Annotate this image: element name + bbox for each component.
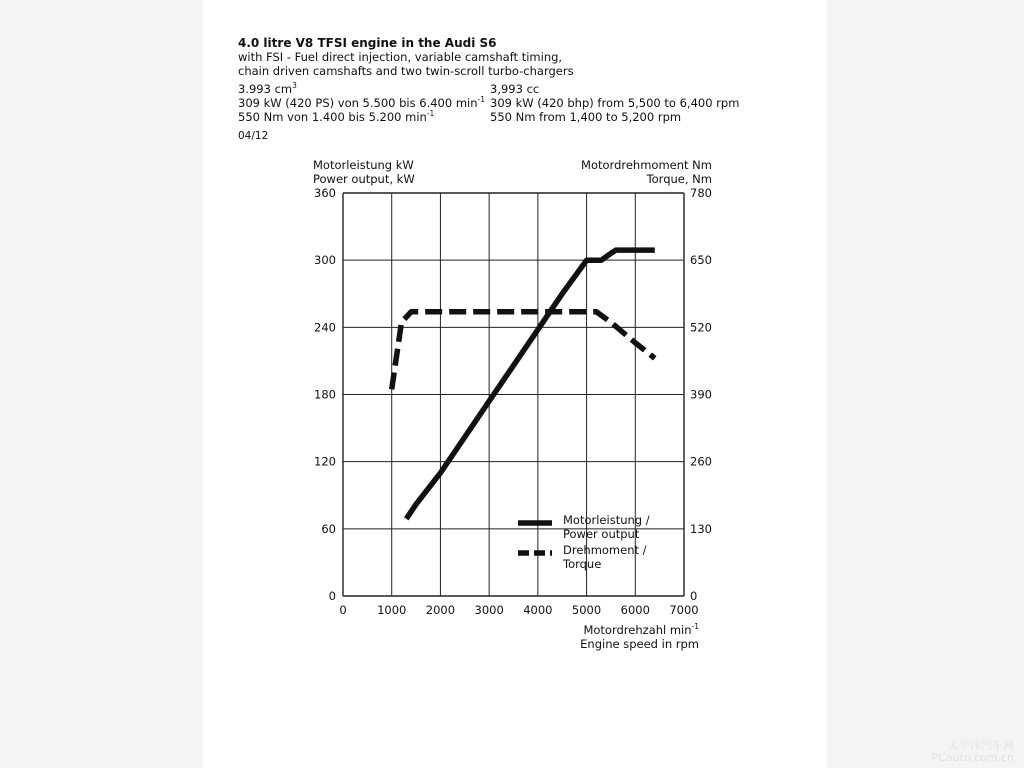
x-tick-label: 6000 [620, 603, 650, 617]
y-tick-label-right: 780 [690, 186, 712, 200]
spec-en-power: 309 kW (420 bhp) from 5,500 to 6,400 rpm [490, 96, 740, 110]
x-tick-label: 5000 [571, 603, 602, 617]
x-tick-label: 2000 [425, 603, 456, 617]
power-curve [406, 250, 655, 519]
y-tick-label-left: 240 [314, 320, 336, 335]
spec-de-power: 309 kW (420 PS) von 5.500 bis 6.400 $\min^{-1}$ [238, 95, 486, 110]
y-tick-label-left: 300 [314, 253, 336, 268]
subtitle-line-2: chain driven camshafts and two twin-scroll turbo-chargers [238, 64, 574, 78]
watermark-line-1: 太平洋汽车网 [948, 739, 1014, 752]
y-tick-label-right: 130 [690, 521, 712, 536]
left-axis-label-de: Motorleistung kW [313, 158, 414, 172]
x-tick-label: 3000 [474, 603, 504, 617]
right-axis-label-en: Torque, Nm [646, 172, 712, 186]
legend-label-power: Motorleistung / [563, 513, 650, 527]
y-tick-label-left: 180 [314, 387, 336, 402]
y-tick-label-left: 0 [328, 589, 336, 603]
x-tick-label: 0 [339, 603, 347, 617]
x-axis-label-en: Engine speed in rpm [580, 637, 699, 651]
spec-de-displacement: 3.993 $cm^3$ [238, 81, 297, 96]
y-tick-label-left: 60 [321, 521, 336, 536]
legend-label-torque: Drehmoment / [563, 543, 647, 557]
left-axis-label-en: Power output, kW [313, 172, 415, 186]
right-axis-label-de: Motordrehmoment Nm [581, 158, 712, 172]
y-tick-label-right: 520 [690, 320, 712, 335]
watermark [932, 740, 1014, 764]
y-tick-label-left: 120 [314, 454, 336, 469]
y-tick-label-right: 390 [690, 387, 712, 402]
date-code: 04/12 [238, 130, 269, 142]
y-tick-label-right: 260 [690, 454, 712, 469]
y-tick-label-right: 650 [690, 253, 712, 268]
legend-label-power-en: Power output [563, 527, 640, 541]
x-tick-label: 1000 [377, 603, 407, 617]
spec-en-displacement: 3,993 cc [490, 82, 540, 96]
spec-en-torque: 550 Nm from 1,400 to 5,200 rpm [490, 110, 682, 124]
chart-title: 4.0 litre V8 TFSI engine in the Audi S6 [238, 36, 497, 50]
y-tick-label-right: 0 [690, 589, 698, 603]
y-tick-label-left: 360 [314, 186, 336, 200]
legend-label-torque-en: Torque [563, 557, 602, 571]
spec-de-torque: 550 Nm von 1.400 bis 5.200 $\min^{-1}$ [238, 109, 435, 124]
subtitle-line-1: with FSI - Fuel direct injection, variable camshaft timing, [238, 50, 563, 64]
x-axis-label-de: Motordrehzahl $\min^{-1}$ [583, 622, 699, 637]
x-tick-label: 7000 [669, 603, 699, 617]
watermark-line-2: PCauto.com.cn [931, 751, 1014, 764]
x-tick-label: 4000 [523, 603, 553, 617]
